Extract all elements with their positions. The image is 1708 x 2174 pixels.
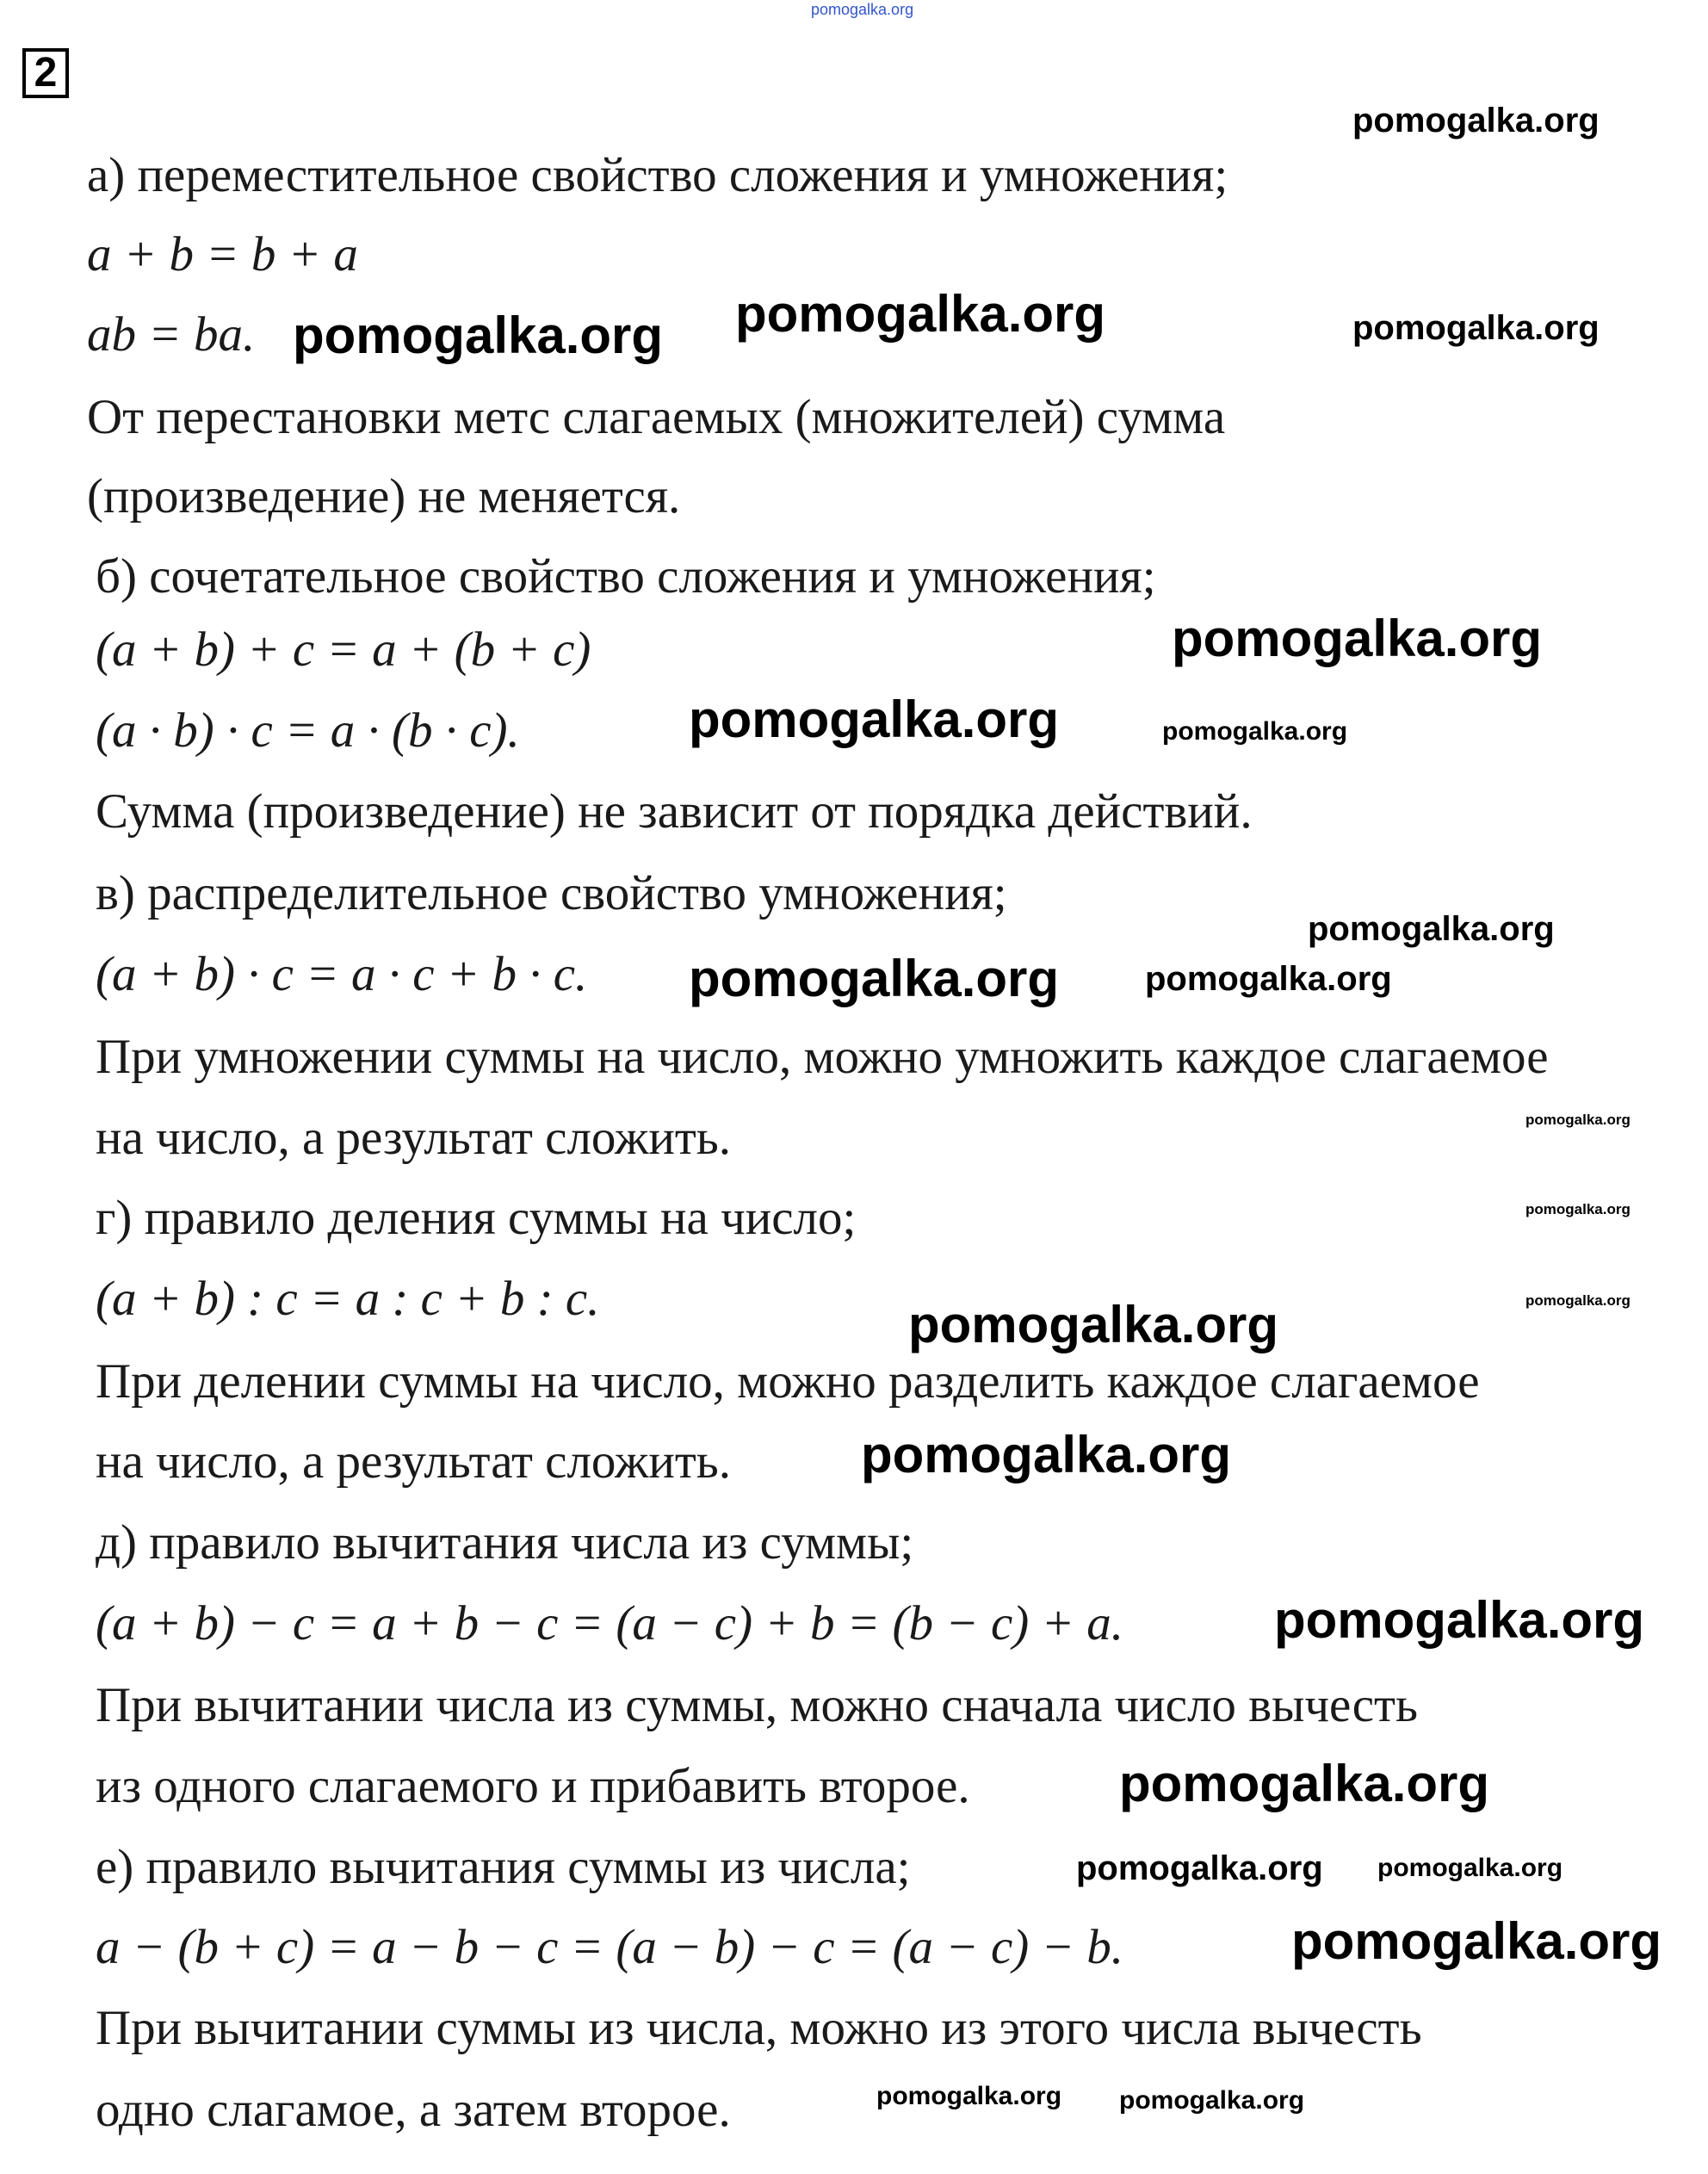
section-heading: д) правило вычитания числа из суммы; xyxy=(96,1515,914,1570)
section-heading: в) распределительное свойство умножения; xyxy=(96,866,1007,920)
formula-line: (a + b) + c = a + (b + c) xyxy=(96,622,591,677)
watermark: pomogalka.org xyxy=(1291,1912,1662,1970)
text-line: на число, а результат сложить. xyxy=(96,1111,732,1165)
text-line: От перестановки метс слагаемых (множителей) сумма xyxy=(87,390,1226,444)
watermark: pomogalka.org xyxy=(1525,1112,1631,1128)
watermark: pomogalka.org xyxy=(1172,610,1543,667)
watermark: pomogalka.org xyxy=(1525,1201,1631,1217)
formula-line: a − (b + c) = a − b − c = (a − b) − c = (a − c) − b. xyxy=(96,1920,1123,1974)
formula-line: (a + b) · c = a · c + b · c. xyxy=(96,947,588,1001)
formula-line: (a + b) − c = a + b − c = (a − c) + b = (b − c) + a. xyxy=(96,1596,1123,1651)
task-number: 2 xyxy=(22,48,69,98)
text-line: При делении суммы на число, можно разделить каждое слагаемое xyxy=(96,1354,1480,1409)
watermark: pomogalka.org xyxy=(735,285,1106,343)
watermark: pomogalka.org xyxy=(1162,717,1348,746)
watermark: pomogalka.org xyxy=(861,1426,1232,1483)
watermark: pomogalka.org xyxy=(689,950,1060,1007)
text-line: на число, а результат сложить. xyxy=(96,1434,732,1489)
watermark: pomogalka.org xyxy=(908,1296,1279,1353)
watermark: pomogalka.org xyxy=(1119,2086,1305,2115)
text-line: При умножении суммы на число, можно умножить каждое слагаемое xyxy=(96,1030,1549,1084)
watermark: pomogalka.org xyxy=(1308,910,1555,948)
text-line: При вычитании числа из суммы, можно сначала число вычесть xyxy=(96,1678,1418,1732)
watermark: pomogalka.org xyxy=(1352,102,1600,139)
text-line: При вычитании суммы из числа, можно из этого числа вычесть xyxy=(96,2001,1422,2055)
formula-line: (a · b) · c = a · (b · c). xyxy=(96,703,520,758)
section-heading: б) сочетательное свойство сложения и умножения; xyxy=(96,549,1156,604)
watermark: pomogalka.org xyxy=(293,307,664,364)
formula-line: (a + b) : c = a : c + b : c. xyxy=(96,1272,600,1326)
watermark: pomogalka.org xyxy=(1076,1849,1323,1887)
section-heading: е) правило вычитания суммы из числа; xyxy=(96,1840,911,1894)
watermark: pomogalka.org xyxy=(1525,1292,1631,1309)
text-line: (произведение) не меняется. xyxy=(87,469,681,523)
section-heading: г) правило деления суммы на число; xyxy=(96,1191,857,1245)
watermark: pomogalka.org xyxy=(1274,1591,1645,1649)
watermark: pomogalka.org xyxy=(1352,309,1600,347)
text-line: одно слагамое, а затем второе. xyxy=(96,2083,731,2137)
formula-line: a + b = b + a xyxy=(87,227,358,282)
text-line: из одного слагаемого и прибавить второе. xyxy=(96,1759,970,1813)
watermark: pomogalka.org xyxy=(811,1,914,18)
watermark: pomogalka.org xyxy=(1119,1755,1490,1812)
formula-line: ab = ba. xyxy=(87,307,256,362)
watermark: pomogalka.org xyxy=(1145,960,1392,998)
watermark: pomogalka.org xyxy=(1377,1854,1563,1882)
watermark: pomogalka.org xyxy=(689,691,1060,748)
section-heading: а) переместительное свойство сложения и умножения; xyxy=(87,148,1228,202)
text-line: Сумма (произведение) не зависит от порядка действий. xyxy=(96,784,1253,839)
watermark: pomogalka.org xyxy=(876,2082,1062,2110)
